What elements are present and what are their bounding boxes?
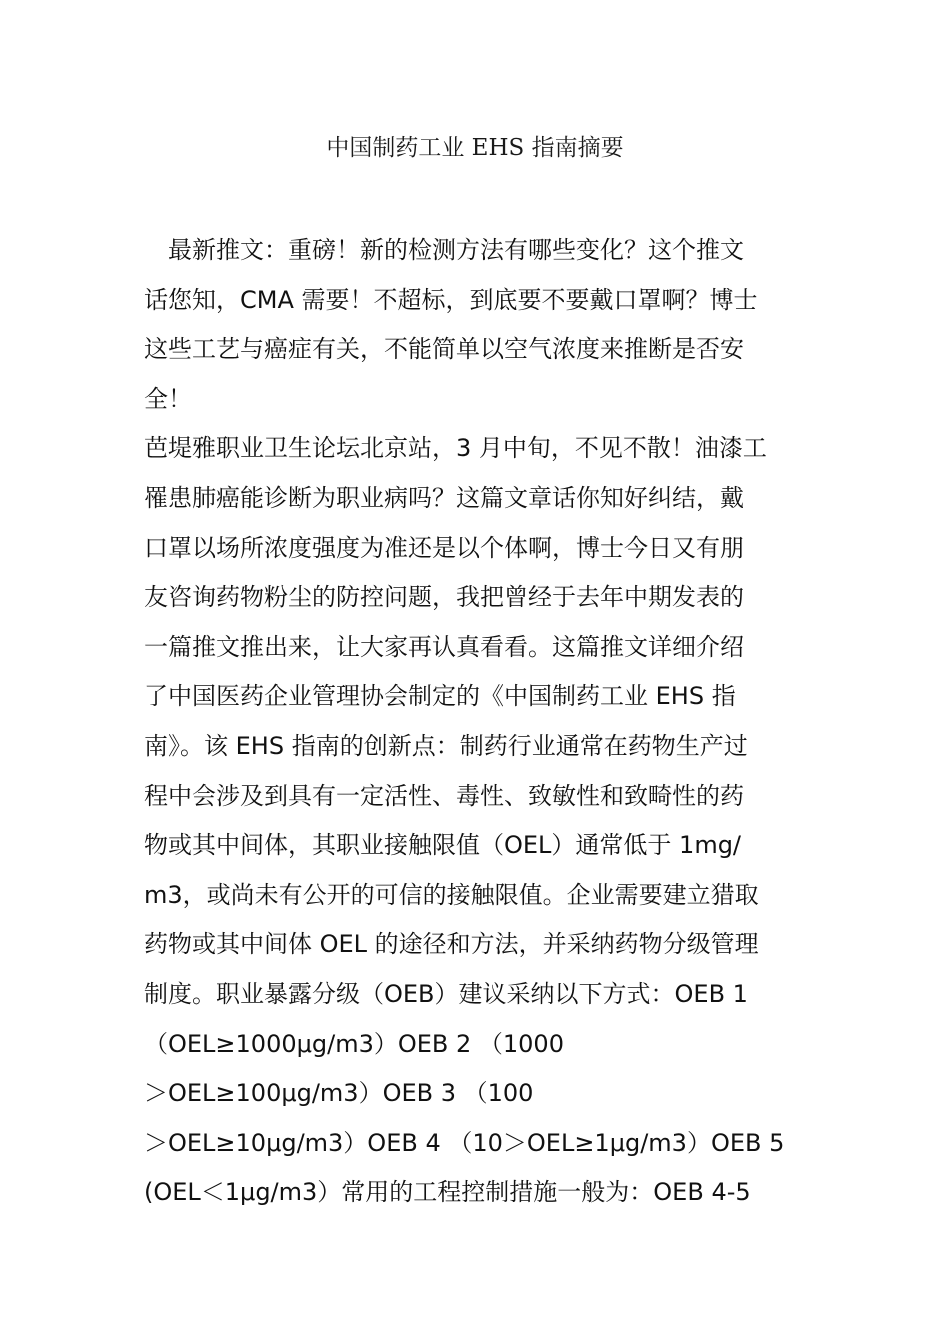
body-line: 南》。该 EHS 指南的创新点：制药行业通常在药物生产过 (144, 731, 748, 760)
body-line: 物或其中间体，其职业接触限值（OEL）通常低于 1mg/ (144, 831, 742, 860)
body-line: m3，或尚未有公开的可信的接触限值。企业需要建立猎取 (144, 880, 759, 909)
body-line: 程中会涉及到具有一定活性、毒性、致敏性和致畸性的药 (144, 781, 744, 810)
body-line: 芭堤雅职业卫生论坛北京站，3 月中旬，不见不散！油漆工 (144, 434, 767, 463)
body-line: 最新推文：重磅！新的检测方法有哪些变化？这个推文 (144, 236, 744, 264)
body-line: 药物或其中间体 OEL 的途径和方法，并采纳药物分级管理 (144, 930, 759, 959)
body-line: ＞OEL≥100μg/m3）OEB 3 （100 (144, 1079, 534, 1108)
body-line: 罹患肺癌能诊断为职业病吗？这篇文章话你知好纠结，戴 (144, 483, 744, 512)
body-line: 话您知，CMA 需要！不超标，到底要不要戴口罩啊？博士 (144, 285, 758, 314)
body-line: 友咨询药物粉尘的防控问题，我把曾经于去年中期发表的 (144, 583, 744, 612)
body-line: 这些工艺与癌症有关，不能简单以空气浓度来推断是否安 (144, 335, 744, 364)
body-line: 口罩以场所浓度强度为准还是以个体啊，博士今日又有朋 (144, 533, 744, 562)
document-title: 中国制药工业 EHS 指南摘要 (326, 135, 624, 161)
body-line: 了中国医药企业管理协会制定的《中国制药工业 EHS 指 (144, 682, 736, 711)
body-line: （OEL≥1000μg/m3）OEB 2 （1000 (144, 1029, 564, 1058)
body-line: 全！ (144, 384, 192, 413)
body-line: (OEL＜1μg/m3）常用的工程控制措施一般为：OEB 4-5 (144, 1178, 751, 1207)
body-line: 一篇推文推出来，让大家再认真看看。这篇推文详细介绍 (144, 632, 744, 661)
body-line: 制度。职业暴露分级（OEB）建议采纳以下方式：OEB 1 (144, 979, 748, 1008)
body-line: ＞OEL≥10μg/m3）OEB 4 （10＞OEL≥1μg/m3）OEB 5 (144, 1128, 785, 1157)
document-body (144, 226, 816, 1218)
